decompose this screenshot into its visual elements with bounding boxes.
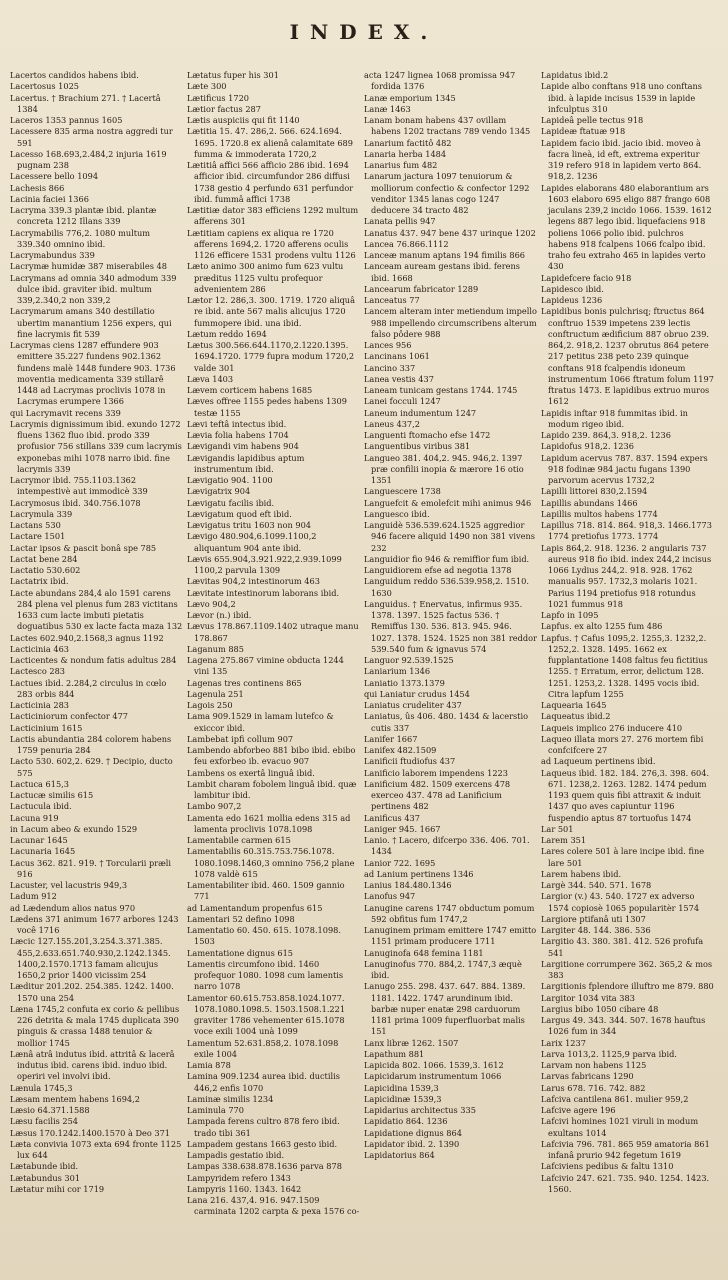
index-column-1 bbox=[10, 70, 183, 1260]
index-entry: Laceros 1353 pannus 1605 bbox=[10, 115, 123, 125]
index-entry: Lancinans 1061 bbox=[364, 351, 430, 362]
index-entry: Lanuginofa 648 femina 1181 bbox=[364, 947, 484, 958]
index-entry: Lancino 337 bbox=[364, 362, 416, 373]
index-entry: Lætum reddo 1694 bbox=[187, 328, 267, 339]
index-entry: Lacrymula 339 bbox=[10, 508, 73, 519]
index-entry: Larix 1237 bbox=[541, 1037, 586, 1048]
index-entry: Larva 1013,2. 1125,9 parva ibid. bbox=[541, 1048, 677, 1059]
index-entry: Lamentis circumfono ibid. 1460 profequor 1080. 1098 cum lamentis narro 1078 bbox=[187, 958, 344, 992]
index-entry: Lafcivia 796. 781. 865 959 amatoria 861 infanâ prurio 942 fegetum 1619 bbox=[541, 1138, 710, 1160]
index-entry: Lamentabiliter ibid. 460. 1509 gannio 771 bbox=[187, 880, 345, 902]
index-entry: Languescere 1738 bbox=[364, 486, 441, 497]
index-entry: Ladum 912 bbox=[10, 891, 57, 902]
index-entry: Lapidatio 864. 1236 bbox=[364, 1116, 448, 1127]
index-entry: Languefcit & emolefcit mihi animus 946 bbox=[364, 497, 532, 508]
index-entry: Lapicida 802. 1066. 1539,3. 1612 bbox=[364, 1060, 504, 1070]
index-entry: Lævigatu facilis ibid. bbox=[187, 497, 275, 508]
index-entry: Lacticiniorum confector 477 bbox=[10, 711, 129, 722]
index-entry: Lapidofus 918,2. 1236 bbox=[541, 441, 634, 452]
index-entry: Laniger 945. 1667 bbox=[364, 823, 441, 834]
index-entry: Languor 92.539.1525 bbox=[364, 655, 454, 665]
index-entry: Lacertos candidos habens ibid. bbox=[10, 70, 139, 80]
index-entry: Læcic 127.155.201,3.254.3.371.385. 455,2.633.651.740.930,2.1242.1345. 1400,2.1570.1713 famam alicujus 1650,2 prior 1400 vicissim 254 bbox=[10, 936, 171, 980]
index-entry: Lanata pellis 947 bbox=[364, 216, 436, 227]
index-entry: Largè 344. 540. 571. 1678 bbox=[541, 880, 652, 890]
index-entry: Lambo 907,2 bbox=[187, 801, 242, 812]
index-entry: Laneam tunicam gestans 1744. 1745 bbox=[364, 385, 518, 395]
index-entry: Lacessere 835 arma nostra aggredi tur 591 bbox=[10, 126, 173, 148]
index-entry: Læna 1745,2 confuta ex corio & pellibus 226 detrita & mala 1745 duplicata 390 pinguis & crassa 1488 tenuior & mollior 1745 bbox=[10, 1003, 180, 1048]
index-entry: qui Lacrymavit recens 339 bbox=[10, 407, 121, 418]
page-title: INDEX. bbox=[289, 20, 439, 44]
index-entry: Lacuster, vel lacustris 949,3 bbox=[10, 880, 128, 890]
index-entry: Languentibus viribus 381 bbox=[364, 441, 471, 452]
index-entry: Lapide albo conftans 918 uno conftans ibid. à lapide incisus 1539 in lapide infculptus 310 bbox=[541, 81, 702, 114]
index-entry: Lætior factus 287 bbox=[187, 103, 261, 114]
index-entry: Laminula 770 bbox=[187, 1105, 244, 1115]
index-entry: Lactar ipsos & pascit bonâ spe 785 bbox=[10, 542, 157, 553]
index-entry: Larvam non habens 1125 bbox=[541, 1060, 647, 1070]
index-entry: Lætabundus 301 bbox=[10, 1172, 81, 1183]
index-entry: Lanuginofus 770. 884,2. 1747,3 æquè ibid. bbox=[364, 958, 522, 980]
index-entry: Largitor 1034 vita 383 bbox=[541, 992, 635, 1003]
index-entry: Lævigo 480.904,6.1099.1100,2 aliquantum 904 ante ibid. bbox=[187, 531, 317, 553]
index-entry: Lanatus 437. 947 bene 437 urinque 1202 bbox=[364, 227, 536, 238]
index-entry: Laquearia 1645 bbox=[541, 700, 607, 710]
index-entry: Lævem corticem habens 1685 bbox=[187, 385, 313, 395]
index-entry: Lapidis inftar 918 fummitas ibid. in modum rigeo ibid. bbox=[541, 407, 688, 429]
index-entry: Languidior fio 946 & remiffior fum ibid. bbox=[364, 553, 530, 564]
index-entry: Lævo 904,2 bbox=[187, 598, 236, 609]
index-entry: Lapillus 718. 814. 864. 918,3. 1466.1773 1774 pretiofus 1773. 1774 bbox=[541, 520, 712, 542]
index-entry: Laneum indumentum 1247 bbox=[364, 407, 477, 418]
index-entry: Læva 1403 bbox=[187, 373, 234, 384]
index-entry: Larvas fabricans 1290 bbox=[541, 1071, 634, 1082]
index-entry: Languesco ibid. bbox=[364, 508, 430, 519]
index-entry: Laniatus, ûs 406. 480. 1434 & lacerstio cutis 337 bbox=[364, 711, 529, 733]
index-entry: Languenti ftomacho efse 1472 bbox=[364, 430, 491, 440]
index-entry: Lacertosus 1025 bbox=[10, 81, 79, 92]
index-entry: Laniarium 1346 bbox=[364, 666, 431, 677]
index-entry: ad Lædendum alios natus 970 bbox=[10, 902, 136, 913]
index-entry: Lætitia 15. 47. 286,2. 566. 624.1694. 1695. 1720.8 ex alienâ calamitate 689 fumma & immoderata 1720,2 bbox=[187, 126, 353, 159]
index-entry: Lanuginem primam emittere 1747 emitto 1151 primam producere 1711 bbox=[364, 925, 537, 947]
index-entry: Lænâ atrâ indutus ibid. attritâ & lacerâ indutus ibid. carens ibid. induo ibid. operiri vel involvi ibid. bbox=[10, 1048, 175, 1082]
index-entry: Lapfo in 1095 bbox=[541, 610, 599, 620]
index-entry: Largiore ptifanâ uti 1307 bbox=[541, 913, 646, 924]
index-entry: Lætabunde ibid. bbox=[10, 1161, 79, 1172]
index-entry: Laniatio 1373.1379 bbox=[364, 677, 445, 688]
index-entry: Lamentatione dignus 615 bbox=[187, 947, 294, 958]
index-entry: Lapideus 1236 bbox=[541, 295, 603, 305]
index-entry: Lactare 1501 bbox=[10, 531, 66, 542]
index-entry: Lænula 1745,3 bbox=[10, 1082, 73, 1093]
index-entry: Lævigatrix 904 bbox=[187, 486, 251, 497]
index-entry: Lapillis multos habens 1774 bbox=[541, 508, 658, 519]
index-entry: Lancearum fabricator 1289 bbox=[364, 283, 479, 294]
index-entry: Lacticentes & nondum fatis adultus 284 bbox=[10, 655, 177, 665]
index-entry: Lapicidina 1539,3 bbox=[364, 1082, 439, 1093]
index-entry: Lancea 76.866.1112 bbox=[364, 238, 449, 249]
index-entry: Lamenta edo 1621 mollia edens 315 ad lamenta proclivis 1078.1098 bbox=[187, 812, 351, 834]
index-entry: Lacrymæ humidæ 387 miserabiles 48 bbox=[10, 261, 167, 272]
index-entry: Lamia 878 bbox=[187, 1060, 231, 1070]
index-entry: Lacto 530. 602,2. 629. † Decipio, ducto 575 bbox=[10, 756, 173, 778]
index-entry: Lanificii ftudiofus 437 bbox=[364, 756, 456, 767]
index-entry: Larem habens ibid. bbox=[541, 868, 622, 879]
index-entry: Lafciviens pedibus & faltu 1310 bbox=[541, 1161, 674, 1172]
index-entry: Lanceam auream gestans ibid. ferens ibid. 1668 bbox=[364, 261, 521, 283]
index-entry: in Lacum abeo & exundo 1529 bbox=[10, 823, 138, 834]
index-entry: Lanarum jactura 1097 tenuiorum & molliorum confectio & confector 1292 venditor 1345 lanas cogo 1247 deducere 34 tracto 482 bbox=[364, 171, 530, 215]
index-entry: Laneus 437,2 bbox=[364, 418, 420, 429]
index-entry: Largior (v.) 43. 540. 1727 ex adverso 1574 copiosè 1065 popularitèr 1574 bbox=[541, 891, 700, 913]
index-entry: Lævor (n.) ibid. bbox=[187, 610, 252, 620]
index-entry: Lactis abundantia 284 colorem habens 1759 penuria 284 bbox=[10, 733, 172, 755]
index-entry: Lapideæ ftatuæ 918 bbox=[541, 126, 626, 137]
index-entry: Laqueus ibid. 182. 184. 276,3. 398. 604. 671. 1238,2. 1263. 1282. 1474 pedum 1193 quem quis fibi attraxit & induit 1437 quo aves capiuntur 1196 fuspendio aptus 87 tortuofus 1474 bbox=[541, 767, 710, 823]
index-entry: Lapidatorius 864 bbox=[364, 1150, 435, 1160]
index-entry: Læsu facilis 254 bbox=[10, 1116, 78, 1127]
index-entry: Lampadis gestatio ibid. bbox=[187, 1150, 285, 1160]
index-entry: Languidus. † Enervatus, infirmus 935. 1378. 1397. 1525 factus 536. † Remiffus 130. 536. 813. 945. 946. 1027. 1378. 1524. 1525 non 381 reddor 539.540 fum & ignavus 574 bbox=[364, 598, 537, 654]
index-entry: Lambens os exertâ linguâ ibid. bbox=[187, 767, 315, 778]
index-entry: Lacrymas ciens 1287 effundere 903 emittere 35.227 fundens 902.1362 fundens malè 1448 fundere 903. 1736 moventia medicamenta 339 stillarê 1448 ad Lacrymas proclivis 1078 in Lacrymas erumpere 1366 bbox=[10, 340, 176, 407]
index-column-2 bbox=[187, 70, 360, 1260]
index-entry: Læte 300 bbox=[187, 81, 227, 92]
index-entry: ad Lanium pertinens 1346 bbox=[364, 868, 474, 879]
index-entry: Læta convivia 1073 exta 694 fronte 1125 lux 644 bbox=[10, 1138, 182, 1160]
index-entry: Lætatur mihi cor 1719 bbox=[10, 1183, 105, 1194]
index-entry: Lapilli littorei 830,2.1594 bbox=[541, 486, 648, 497]
index-entry: Lævus 178.867.1109.1402 utraque manu 178.867 bbox=[187, 621, 359, 643]
index-entry: Lagena 275.867 vimine obducta 1244 vini 135 bbox=[187, 655, 344, 677]
index-entry: Lambendo abforbeo 881 bibo ibid. ebibo feu exforbeo ib. evacuo 907 bbox=[187, 745, 356, 767]
index-entry: Lævigatum quod eft ibid. bbox=[187, 508, 292, 519]
index-entry: Lapathum 881 bbox=[364, 1048, 425, 1059]
index-entry: Lampadem gestans 1663 gesto ibid. bbox=[187, 1138, 338, 1149]
index-entry: Lactesco 283 bbox=[10, 666, 65, 677]
index-entry: Lætitiâ affici 566 afficio 286 ibid. 1694 afficior ibid. circumfundor 286 diffusi 1738 gestio 4 perfundo 631 perfundor ibid. fummâ affici 1738 bbox=[187, 160, 354, 204]
index-entry: Lanx libræ 1262. 1507 bbox=[364, 1037, 459, 1048]
index-entry: Lætis auspiciis qui fit 1140 bbox=[187, 115, 300, 125]
index-entry: Languidè 536.539.624.1525 aggredior 946 facere aliquid 1490 non 381 vivens 232 bbox=[364, 520, 535, 553]
index-entry: Lanifer 1667 bbox=[364, 733, 418, 744]
index-entry: Laqueis implico 276 inducere 410 bbox=[541, 722, 683, 733]
index-entry: Lactues ibid. 2.284,2 circulus in cœlo 283 orbis 844 bbox=[10, 677, 167, 699]
index-entry: Lapfus. ex alto 1255 fum 486 bbox=[541, 621, 663, 632]
index-entry: Lapfus. † Cafus 1095,2. 1255,3. 1232,2. 1252,2. 1328. 1495. 1662 ex fupplantatione 1408 faltus feu fictitius 1255. † Erratum, error, delictum 128. 1251. 1253,2. 1328. 1495 vocis ibid. Citra lapfum 1255 bbox=[541, 632, 708, 699]
index-entry: Langueo 381. 404,2. 945. 946,2. 1397 præ confilii inopia & mærore 16 otio 1351 bbox=[364, 452, 524, 485]
index-entry: Largiter 48. 144. 386. 536 bbox=[541, 925, 651, 935]
index-entry: Lætor 12. 286,3. 300. 1719. 1720 aliquâ re ibid. ante 567 malis alicujus 1720 fummopere ibid. una ibid. bbox=[187, 295, 355, 328]
index-entry: Laniatus crudeliter 437 bbox=[364, 700, 462, 710]
index-entry: Lampyridem refero 1343 bbox=[187, 1172, 291, 1183]
index-entry: Lapidum acervus 787. 837. 1594 expers 918 fodinæ 984 jactu fugans 1390 parvorum acervus 1732,2 bbox=[541, 452, 708, 485]
index-entry: Lacunaria 1645 bbox=[10, 846, 76, 857]
index-entry: Lanio. † Lacero, difcerpo 336. 406. 701. 1434 bbox=[364, 835, 530, 857]
index-entry: Læditur 201.202. 254.385. 1242. 1400. 1570 una 254 bbox=[10, 981, 174, 1003]
index-entry: Lana 216. 437,4. 916. 947.1509 carminata 1202 carpta & pexa 1576 co- bbox=[187, 1195, 360, 1217]
index-entry: Læto animo 300 animo fum 623 vultu præditus 1125 vultu profequor advenientem 286 bbox=[187, 261, 344, 294]
index-entry: Laminæ similis 1234 bbox=[187, 1093, 274, 1104]
index-entry: Lacinia faciei 1366 bbox=[10, 193, 89, 204]
index-entry: Lafcive agere 196 bbox=[541, 1105, 616, 1115]
index-entry: Lancem alteram inter metiendum impello 988 impellendo circumscribens alterum falso pôdere 988 bbox=[364, 306, 537, 339]
index-entry: Lanofus 947 bbox=[364, 891, 416, 902]
index-entry: Largius bibo 1050 cibare 48 bbox=[541, 1003, 659, 1014]
index-entry: Lacunar 1645 bbox=[10, 835, 68, 845]
index-entry: Languidiorem efse ad negotia 1378 bbox=[364, 565, 512, 575]
index-entry: Læsam mentem habens 1694,2 bbox=[10, 1093, 140, 1104]
index-entry: Lacuna 919 bbox=[10, 812, 59, 823]
index-entry: Lævis 655.904,3.921.922,2.939.1099 1100,2 parvula 1309 bbox=[187, 553, 342, 575]
index-entry: Lævigandi vim habens 904 bbox=[187, 441, 299, 452]
index-entry: Lanarium factitô 482 bbox=[364, 137, 452, 148]
index-entry: Lanifex 482.1509 bbox=[364, 745, 437, 755]
index-entry: Lapidem facio ibid. jacio ibid. moveo à facra lineà, id eft, extrema experitur 319 refero 918 in lapidem verto 864. 918,2. 1236 bbox=[541, 137, 702, 182]
index-column-3 bbox=[364, 70, 537, 1260]
index-entry: Lacus 362. 821. 919. † Torcularii præli 916 bbox=[10, 857, 172, 879]
index-entry: Lævitas 904,2 intestinorum 463 bbox=[187, 576, 320, 587]
index-entry: acta 1247 lignea 1068 promissa 947 fordida 1376 bbox=[364, 70, 516, 92]
index-entry: Lacrymosus ibid. 340.756.1078 bbox=[10, 497, 141, 508]
index-entry: Lacrymabilis 776,2. 1080 multum 339.340 omnino ibid. bbox=[10, 227, 151, 249]
index-entry: Lar 501 bbox=[541, 823, 574, 834]
index-entry: Lapidator ibid. 2. 1390 bbox=[364, 1138, 460, 1149]
index-entry: ad Laqueum pertinens ibid. bbox=[541, 756, 656, 767]
index-entry: Lagenula 251 bbox=[187, 688, 244, 699]
index-entry: Larem 351 bbox=[541, 835, 587, 845]
index-entry: Lagois 250 bbox=[187, 700, 233, 710]
index-entry: Lactuca 615,3 bbox=[10, 778, 69, 789]
index-entry: Lapideâ pelle tectus 918 bbox=[541, 115, 644, 125]
index-columns bbox=[10, 70, 718, 1260]
index-entry: Lapis 864,2. 918. 1236. 2 angularis 737 aureus 918 fio ibid. index 244,2 incisus 1066 Lydius 244,2. 918. 928. 1762 manualis 957. 1732,3 molaris 1021. Parius 1194 pretiofus 918 rotundus 1021 fummus 918 bbox=[541, 542, 712, 609]
index-entry: Lamentatio 60. 450. 615. 1078.1098. 1503 bbox=[187, 925, 341, 947]
index-entry: Lapidatione dignus 864 bbox=[364, 1127, 462, 1138]
index-entry: Lanugo 255. 298. 437. 647. 884. 1389. 1181. 1422. 1747 arundinum ibid. barbæ nuper enatæ 298 carduorum 1181 prima 1009 fuperfluorbat malis 151 bbox=[364, 981, 526, 1037]
index-entry: Lares colere 501 à lare incipe ibid. fine lare 501 bbox=[541, 846, 705, 868]
index-entry: Lambebat ipfi collum 907 bbox=[187, 733, 294, 744]
index-entry: Lanius 184.480.1346 bbox=[364, 880, 452, 890]
index-entry: Lanugine carens 1747 obductum pomum 592 obfitus fum 1747,2 bbox=[364, 902, 535, 924]
index-entry: Lævia folia habens 1704 bbox=[187, 430, 289, 440]
index-entry: Lagenas tres continens 865 bbox=[187, 677, 302, 688]
index-entry: Lampada ferens cultro 878 fero ibid. trado tibi 361 bbox=[187, 1116, 340, 1138]
index-entry: Lachesis 866 bbox=[10, 182, 65, 193]
index-entry: Languidum reddo 536.539.958,2. 1510. 1630 bbox=[364, 576, 529, 598]
index-entry: Largitio 43. 380. 381. 412. 526 profufa 541 bbox=[541, 936, 704, 958]
index-entry: Lampas 338.638.878.1636 parva 878 bbox=[187, 1161, 342, 1172]
index-entry: Lanificium 482. 1509 exercens 478 exerceo 437. 478 ad Lanificium pertinens 482 bbox=[364, 778, 511, 812]
index-entry: Lætus 300.566.644.1170,2.1220.1395. 1694.1720. 1779 fupra modum 1720,2 valde 301 bbox=[187, 340, 355, 373]
index-entry: Lacticinia 463 bbox=[10, 643, 70, 654]
index-entry: Laqueo illata mors 27. 276 mortem fibi confcifcere 27 bbox=[541, 733, 704, 755]
index-entry: Lacticinia 283 bbox=[10, 700, 70, 710]
index-entry: Lædens 371 animum 1677 arbores 1243 você 1716 bbox=[10, 913, 179, 935]
index-entry: Lampyris 1160. 1343. 1642 bbox=[187, 1183, 302, 1194]
index-entry: Largitione corrumpere 362. 365,2 & mos 383 bbox=[541, 958, 713, 980]
index-entry: Lacrymor ibid. 755.1103.1362 intempestivè aut immodicè 339 bbox=[10, 475, 148, 497]
index-entry: Lapicidinæ 1539,3 bbox=[364, 1093, 442, 1104]
index-entry: Lama 909.1529 in lamam lutefco & exiccor ibid. bbox=[187, 711, 334, 733]
index-entry: Largus 49. 343. 344. 507. 1678 hauftus 1026 fum in 344 bbox=[541, 1015, 706, 1037]
index-entry: Lacrymans ad omnia 340 admodum 339 dulce ibid. graviter ibid. multum 339,2.340,2 non 339,2 bbox=[10, 272, 177, 305]
index-entry: Lamentabile carmen 615 bbox=[187, 835, 291, 845]
index-entry: qui Laniatur crudus 1454 bbox=[364, 688, 470, 699]
index-entry: Lapides elaborans 480 elaborantium ars 1603 elaboro 695 eligo 887 frango 608 jaculans 239,2 incido 1066. 1539. 1612 legens 887 lego ibid. liquefaciens 918 poliens 1066 polio ibid. pulchros habens 918 fcalpens 1066 fcalpo ibid. traho feu extraho 465 in lapides verto 430 bbox=[541, 182, 712, 272]
index-entry: Lanæ emporium 1345 bbox=[364, 92, 456, 103]
index-entry: Lacertus. † Brachium 271. † Lacertâ 1384 bbox=[10, 92, 161, 114]
index-entry: Lapillis abundans 1466 bbox=[541, 497, 638, 508]
index-entry: Lanificio laborem impendens 1223 bbox=[364, 767, 508, 778]
index-entry: Læsus 170.1242.1400.1570 à Deo 371 bbox=[10, 1127, 171, 1138]
index-entry: Lapidarius architectus 335 bbox=[364, 1105, 476, 1115]
index-entry: Laqueatus ibid.2 bbox=[541, 711, 611, 722]
index-entry: Lætatus fuper his 301 bbox=[187, 70, 279, 80]
index-entry: Lafciva cantilena 861. mulier 959,2 bbox=[541, 1093, 689, 1104]
index-entry: Lamentum 52.631.858,2. 1078.1098 exile 1004 bbox=[187, 1037, 339, 1059]
index-entry: Læsio 64.371.1588 bbox=[10, 1105, 90, 1115]
index-entry: Læves offree 1155 pedes habens 1309 testæ 1155 bbox=[187, 396, 347, 418]
index-entry: ad Lamentandum propenfus 615 bbox=[187, 902, 323, 913]
index-entry: Lævi teftâ intectus ibid. bbox=[187, 418, 287, 429]
index-entry: Lanam bonam habens 437 ovillam habens 1202 tractans 789 vendo 1345 bbox=[364, 115, 531, 137]
index-column-4 bbox=[541, 70, 714, 1260]
index-entry: Lævigandis lapidibus aptum instrumentum ibid. bbox=[187, 452, 305, 474]
index-entry: Lanceæ manum aptans 194 fimilis 866 bbox=[364, 250, 525, 260]
index-entry: Lanaria herba 1484 bbox=[364, 148, 447, 159]
index-entry: Lanificus 437 bbox=[364, 812, 420, 823]
index-entry: Lafcivio 247. 621. 735. 940. 1254. 1423. 1560. bbox=[541, 1172, 710, 1194]
index-entry: Lacrymarum amans 340 destillatio ubertim manantium 1256 expers, qui fine lacrymis fit 539 bbox=[10, 306, 172, 339]
index-entry: Lanei focculi 1247 bbox=[364, 396, 441, 407]
index-entry: Lapidefcere facio 918 bbox=[541, 272, 632, 283]
index-entry: Lapidatus ibid.2 bbox=[541, 70, 609, 80]
index-entry: Lætitiæ dator 383 efficiens 1292 multum afferens 301 bbox=[187, 205, 359, 227]
index-entry: Lapidesco ibid. bbox=[541, 283, 604, 294]
index-entry: Lamina 909.1234 aurea ibid. ductilis 446,2 enfis 1070 bbox=[187, 1071, 340, 1093]
index-entry: Lævitate intestinorum laborans ibid. bbox=[187, 587, 340, 598]
index-entry: Lapidibus bonis pulchrisq; ftructus 864 conftruo 1539 impetens 239 lectis conftructum ædificium 887 obruo 239. 864,2. 918,2. 1237 obrutus 864 petere 217 petitus 238 peto 239 quinque conftans 918 fcalpendis idoneum instrumentum 1066 ftratum folum 1197 ftratus 1473. E lapidibus extruo muros 1612 bbox=[541, 306, 714, 407]
index-entry: Lætificus 1720 bbox=[187, 92, 250, 103]
index-entry: Lamentabilis 60.315.753.756.1078. 1080.1098.1460,3 omnino 756,2 plane 1078 valdè 615 bbox=[187, 846, 355, 879]
index-entry: Lacesso 168.693,2.484,2 injuria 1619 pugnam 238 bbox=[10, 148, 167, 170]
index-entry: Lactes 602.940,2.1568,3 agnus 1192 bbox=[10, 632, 164, 643]
index-entry: Lævigatio 904. 1100 bbox=[187, 475, 273, 485]
index-entry: Lacte abundans 284,4 alo 1591 carens 284 plena vel plenus fum 283 victitans 1633 cum lacte imbuti pietatis doguatibus 530 ex lacte facta maza 132 bbox=[10, 587, 183, 632]
index-entry: Lacrymis dignissimum ibid. exundo 1272 fluens 1362 fluo ibid. prodo 339 profusior 756 stillans 339 cum lacrymis exponebas mihi 1078 narro ibid. fine lacrymis 339 bbox=[10, 418, 182, 474]
index-entry: Lactucæ similis 615 bbox=[10, 790, 94, 800]
index-entry: Lapido 239. 864,3. 918,2. 1236 bbox=[541, 430, 671, 440]
index-entry: Lafcivi homines 1021 viruli in modum exultans 1014 bbox=[541, 1116, 699, 1138]
index-entry: Lanceatus 77 bbox=[364, 295, 420, 305]
index-entry: Lactucula ibid. bbox=[10, 801, 72, 812]
index-entry: Lamentor 60.615.753.858.1024.1077. 1078.1080.1098.5. 1503.1508.1.221 graviter 1786 vehementer 615.1078 voce exili 1004 unà 1099 bbox=[187, 992, 346, 1037]
index-entry: Lambit charam fobolem linguâ ibid. quæ lambitur ibid. bbox=[187, 778, 357, 800]
index-entry: Lapicidarum instrumentum 1066 bbox=[364, 1071, 502, 1082]
index-entry: Lamentari 52 defino 1098 bbox=[187, 913, 295, 924]
index-entry: Lacessere bello 1094 bbox=[10, 171, 99, 182]
index-entry: Laganum 885 bbox=[187, 643, 244, 654]
index-entry: Lætitiam capiens ex aliqua re 1720 afferens 1694,2. 1720 afferens oculis 1126 efficere 1531 prodens vultu 1126 bbox=[187, 227, 356, 260]
index-entry: Lactat bene 284 bbox=[10, 553, 78, 564]
index-entry: Larus 678. 716. 742. 882 bbox=[541, 1082, 646, 1093]
index-entry: Largitionis fplendore illuftro me 879. 880 bbox=[541, 981, 714, 992]
index-entry: Lactans 530 bbox=[10, 520, 61, 530]
index-entry: Lances 956 bbox=[364, 340, 412, 350]
index-entry: Lactatrix ibid. bbox=[10, 576, 69, 587]
index-entry: Lanæ 1463 bbox=[364, 103, 411, 114]
index-entry: Lanior 722. 1695 bbox=[364, 857, 436, 868]
index-entry: Lacryma 339.3 plantæ ibid. plantæ concreta 1212 Illans 339 bbox=[10, 205, 157, 227]
index-entry: Lanarius fum 482 bbox=[364, 160, 438, 170]
index-entry: Lacrymabundus 339 bbox=[10, 250, 95, 260]
index-entry: Lacticinium 1615 bbox=[10, 722, 83, 733]
index-entry: Lanea vestis 437 bbox=[364, 373, 434, 384]
index-entry: Lævigatus tritu 1603 non 904 bbox=[187, 520, 311, 530]
index-entry: Lactatio 530.602 bbox=[10, 565, 81, 575]
